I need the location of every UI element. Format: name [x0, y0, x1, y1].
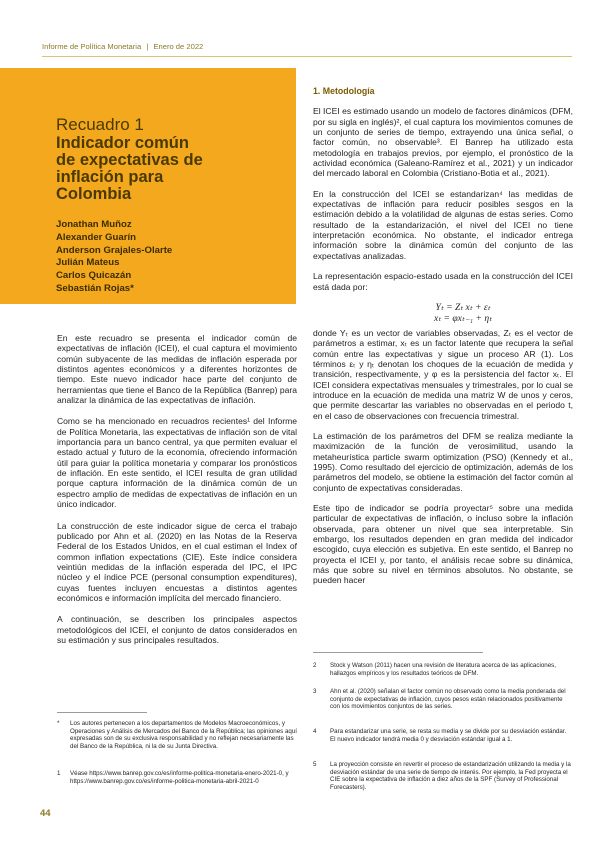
- author: Sebastián Rojas*: [56, 282, 134, 294]
- footnote-text: Véase https://www.banrep.gov.co/es/informe-politica-monetaria-enero-2021-0, y https://www.banrep.gov.co/es/informe-politica-monetaria-abril-2021-0: [70, 770, 289, 785]
- author: Carlos Quicazán: [56, 270, 132, 282]
- publication-name: Informe de Política Monetaria: [42, 42, 142, 51]
- author: Anderson Grajales-Olarte: [56, 244, 173, 256]
- footnote-text: Los autores pertenecen a los departamentos de Modelos Macroeconómicos, y Operaciones y Análisis de Mercados del Banco de la República; las opiniones aquí expresadas son de su exclusiva responsabilidad y no reflejan necesariamente las del Banco de la República, ni la de su Junta Directiva.: [70, 720, 298, 750]
- box-title: [56, 135, 292, 203]
- box-kicker: Recuadro 1: [56, 115, 144, 134]
- footnote-mark: 4: [313, 728, 317, 735]
- body-paragraph: En la construcción del ICEI se estandarizan⁴ las medidas de expectativas de inflación para reducir posibles sesgos en la estimación debido a la volatilidad de algunas de estas series. Como resultado de la estandarización, el nivel del ICEI no tiene interpretación económica. No obstante, el indicador entrega información sobre la dinámica común del conjunto de las expectativas analizadas.: [313, 188, 573, 261]
- measurement-equation: Yₜ = Zₜ xₜ + εₜ: [435, 301, 491, 313]
- body-paragraph: donde Yₜ es un vector de variables observadas, Zₜ es el vector de parámetros a estimar, xₜ es un factor latente que recupera la señal común entre las expectativas y sigue un proceso AR (1). Los términos εₜ y ηₜ denotan los choques de la ecuación de medida y transición, respectivamente, y φ es la persistencia del factor xₜ. El ICEI considera expectativas mensuales y trimestrales, por lo cual se introduce en la ecuación de medida una matriz W de unos y ceros, que permite descartar las variables no observadas en el periodo t, en el caso de observaciones con frecuencia trimestral.: [313, 327, 573, 421]
- footnote-mark: *: [57, 720, 60, 727]
- box-title-line: Indicador común: [56, 134, 189, 152]
- section-heading: 1. Metodología: [313, 86, 375, 96]
- body-paragraph: A continuación, se describen los principales aspectos metodológicos del ICEI, el conjunto de datos considerados en su estimación y sus principales resultados.: [57, 614, 297, 645]
- left-column: [57, 333, 297, 656]
- footnote-text: La proyección consiste en revertir el proceso de estandarización utilizando la media y la desviación estándar de una serie de tiempo de interés. Por ejemplo, la Fed proyecta el CIE sobre la expectativa de inflación a diez años de la SPF (Survey of Professional Forecasters).: [330, 761, 571, 791]
- author: Alexander Guarín: [56, 231, 136, 243]
- title-box: [0, 68, 296, 304]
- transition-equation: xₜ = φxₜ₋₁ + ηₜ: [433, 312, 492, 324]
- body-paragraph: La representación espacio-estado usada en la construcción del ICEI está dada por:: [313, 271, 573, 292]
- box-title-line: inflación para: [56, 168, 164, 186]
- author-list: [56, 219, 292, 296]
- body-paragraph: En este recuadro se presenta el indicador común de expectativas de inflación (ICEI), el cual captura el movimiento común subyacente de las medidas de inflación esperada por distintos agentes económicos y a diferentes horizontes de tiempo. Este nuevo indicador hace parte del conjunto de herramientas que tiene el Banco de la República (Banrep) para analizar la dinámica de las expectativas de inflación.: [57, 333, 297, 406]
- footnote-mark: 1: [57, 770, 61, 777]
- body-paragraph: La estimación de los parámetros del DFM se realiza mediante la maximización de la función de verosimilitud, usando la metaheurística particle swarm optimization (PSO) (Kennedy et al., 1995). Como resultado del ejercicio de optimización, además de los parámetros del modelo, se obtiene la estimación del factor común al conjunto de expectativas consideradas.: [313, 430, 573, 493]
- footnote-text: Para estandarizar una serie, se resta su media y se divide por su desviación estándar. El nuevo indicador tendrá media 0 y desviación estándar igual a 1.: [330, 728, 567, 743]
- author: Jonathan Muñoz: [56, 219, 132, 230]
- body-paragraph: Este tipo de indicador se podría proyectar⁵ sobre una medida particular de expectativas de inflación, o incluso sobre la inflación observada, para obtener un nivel que sea interpretable. Sin embargo, los resultados dependen en gran medida del indicador escogido, cuya elección es subjetiva. En este sentido, el Banrep no proyecta el ICEI y, por tanto, el análisis recae sobre su dinámica, más que sobre su nivel en términos absolutos. No obstante, se pueden hacer: [313, 503, 573, 586]
- body-paragraph: El ICEI es estimado usando un modelo de factores dinámicos (DFM, por su sigla en inglés)², el cual captura los movimientos comunes de un conjunto de series de tiempo, extrayendo una única señal, o factor común, no observable³. El Banrep ha utilizado esta metodología en trabajos previos, por ejemplo, el pronóstico de la actividad económica (Galeano-Ramírez et al., 2021) y un indicador del mercado laboral en Colombia (Cristiano-Botia et al., 2021).: [313, 106, 573, 179]
- author: Julián Mateus: [56, 257, 120, 269]
- header-separator: |: [146, 42, 149, 51]
- right-column: [313, 86, 573, 596]
- footnote-text: Stock y Watson (2011) hacen una revisión de literatura acerca de las aplicaciones, hallazgos empíricos y los resultados teóricos de DFM.: [330, 662, 556, 677]
- body-paragraph: La construcción de este indicador sigue de cerca el trabajo publicado por Ahn et al. (2020) en las Notas de la Reserva Federal de los Estados Unidos, en el cual estiman el Index of common inflation expectations (CIE). Este índice considera veintiún medidas de la inflación esperada del IPC, el IPC núcleo y el índice PCE (personal consumption expenditures), cuyas fuentes incluyen encuestas a distintos agentes económicos e información implícita del mercado financiero.: [57, 520, 297, 603]
- box-title-line: Colombia: [56, 185, 132, 203]
- footnote-mark: 3: [313, 688, 317, 695]
- running-header: [42, 42, 203, 51]
- footnote-rule: [313, 652, 483, 653]
- page-number: 44: [40, 808, 51, 819]
- footnote-mark: 2: [313, 662, 317, 669]
- body-paragraph: Como se ha mencionado en recuadros recientes¹ del Informe de Política Monetaria, las expectativas de inflación son de vital importancia para un banco central, ya que permiten evaluar el estado actual y futuro de la economía, ofreciendo información útil para guiar la política monetaria y comparar los pronósticos de inflación. En este sentido, el ICEI resulta de gran utilidad porque captura información de la dinámica común de un espectro amplio de medidas de expectativas de inflación en un único indicador.: [57, 416, 297, 510]
- state-space-equations: [353, 302, 573, 324]
- footnote-mark: 5: [313, 761, 317, 768]
- footnote: [313, 761, 573, 791]
- footnote: [313, 728, 573, 743]
- footnote: [57, 720, 297, 750]
- footnote: [57, 770, 297, 785]
- footnote: [313, 662, 573, 677]
- footnote-text: Ahn et al. (2020) señalan el factor común no observado como la media ponderada del conjunto de expectativas de inflación, cuyos pesos están relacionados positivamente con los movimientos conjuntos de las series.: [330, 688, 566, 711]
- publication-date: Enero de 2022: [153, 42, 204, 51]
- footnote: [313, 688, 573, 711]
- header-rule: [42, 56, 572, 57]
- title-box-content: [56, 116, 292, 296]
- footnote-rule: [57, 712, 147, 713]
- box-title-line: de expectativas de: [56, 151, 203, 169]
